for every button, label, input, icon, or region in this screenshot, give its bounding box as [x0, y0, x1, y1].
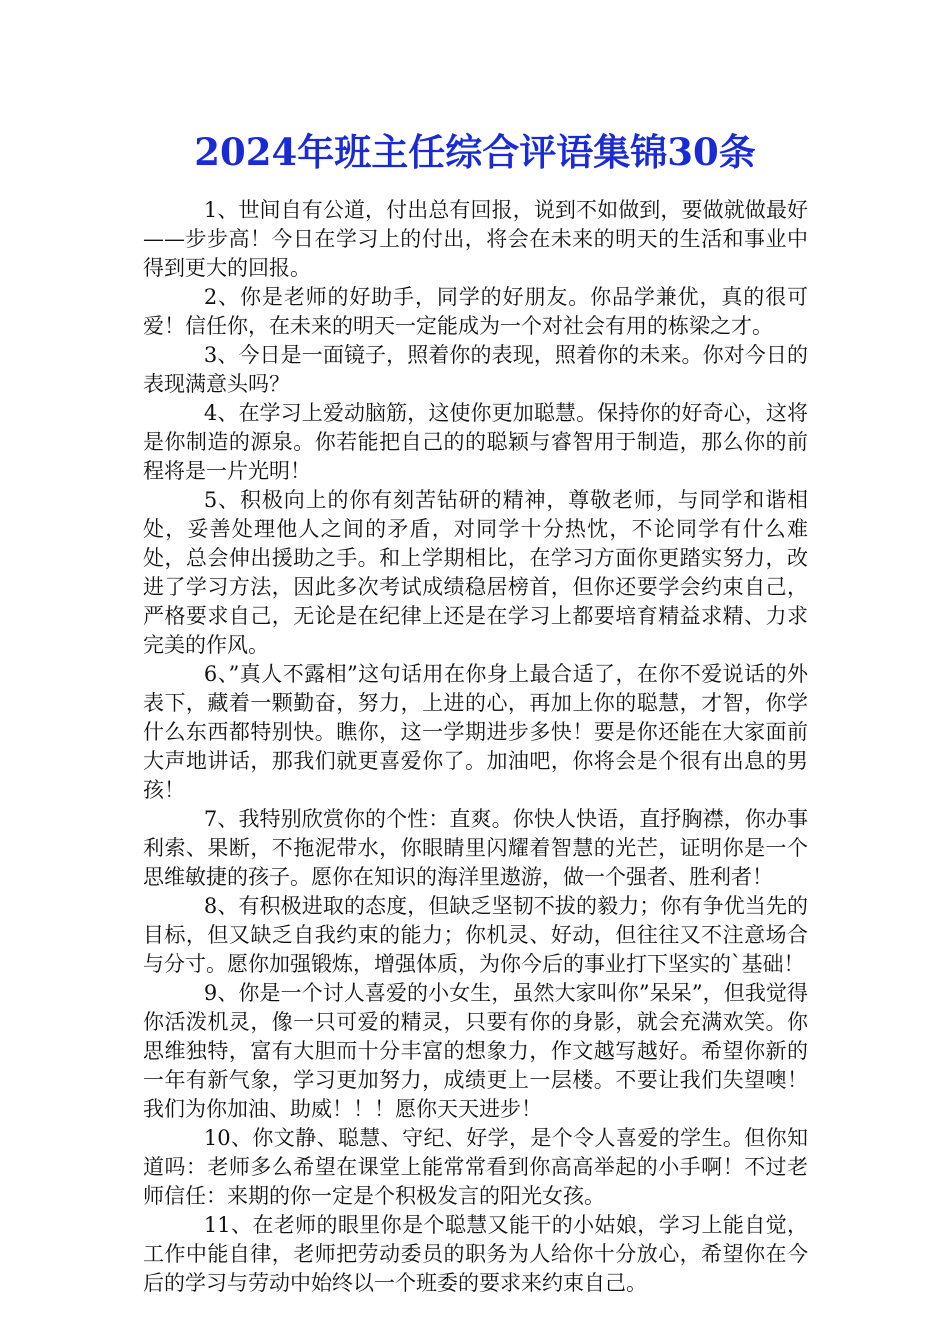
comment-paragraph-11: 11、在老师的眼里你是个聪慧又能干的小姑娘，学习上能自觉，工作中能自律，老师把劳动委员的职务为人给你十分放心，希望你在今后的学习与劳动中始终以一个班委的要求来约束自己。 [143, 1213, 808, 1295]
comment-paragraph-5: 5、积极向上的你有刻苦钻研的精神，尊敬老师，与同学和谐相处，妥善处理他人之间的矛盾，对同学十分热忱，不论同学有什么难处，总会伸出援助之手。和上学期相比，在学习方面你更踏实努力，改进了学习方法，因此多次考试成绩稳居榜首，但你还要学会约束自己，严格要求自己，无论是在纪律上还是在学习上都要培育精益求精、力求完美的作风。 [143, 488, 808, 657]
comment-paragraph-2: 2、你是老师的好助手，同学的好朋友。你品学兼优，真的很可爱！信任你，在未来的明天一定能成为一个对社会有用的栋梁之才。 [143, 285, 808, 338]
comment-paragraph-7: 7、我特别欣赏你的个性：直爽。你快人快语，直抒胸襟，你办事利索、果断，不拖泥带水，你眼睛里闪耀着智慧的光芒，证明你是一个思维敏捷的孩子。愿你在知识的海洋里遨游，做一个强者、胜利者！ [143, 807, 808, 889]
document-title: 2024年班主任综合评语集锦30条 [194, 130, 756, 174]
comment-paragraph-10: 10、你文静、聪慧、守纪、好学，是个令人喜爱的学生。但你知道吗：老师多么希望在课堂上能常常看到你高高举起的小手啊！不过老师信任：来期的你一定是个积极发言的阳光女孩。 [143, 1126, 808, 1208]
comment-paragraph-8: 8、有积极进取的态度，但缺乏坚韧不拔的毅力；你有争优当先的目标，但又缺乏自我约束的能力；你机灵、好动，但往往又不注意场合与分寸。愿你加强锻炼，增强体质，为你今后的事业打下坚实的`基础！ [143, 894, 808, 976]
document-body [143, 196, 808, 1298]
comment-paragraph-4: 4、在学习上爱动脑筋，这使你更加聪慧。保持你的好奇心，这将是你制造的源泉。你若能把自己的的聪颖与睿智用于制造，那么你的前程将是一片光明！ [143, 401, 808, 483]
comment-paragraph-1: 1、世间自有公道，付出总有回报，说到不如做到，要做就做最好——步步高！今日在学习上的付出，将会在未来的明天的生活和事业中得到更大的回报。 [143, 198, 808, 280]
comment-paragraph-9: 9、你是一个讨人喜爱的小女生，虽然大家叫你”呆呆”，但我觉得你活泼机灵，像一只可爱的精灵，只要有你的身影，就会充满欢笑。你思维独特，富有大胆而十分丰富的想象力，作文越写越好。希望你新的一年有新气象，学习更加努力，成绩更上一层楼。不要让我们失望噢！我们为你加油、助威！！！愿你天天进步！ [143, 981, 808, 1121]
comment-paragraph-3: 3、今日是一面镜子，照着你的表现，照着你的未来。你对今日的表现满意头吗？ [143, 343, 808, 396]
comment-paragraph-6: 6、”真人不露相”这句话用在你身上最合适了，在你不爱说话的外表下，藏着一颗勤奋，努力，上进的心，再加上你的聪慧，才智，你学什么东西都特别快。瞧你，这一学期进步多快！要是你还能在大家面前大声地讲话，那我们就更喜爱你了。加油吧，你将会是个很有出息的男孩！ [143, 662, 808, 802]
